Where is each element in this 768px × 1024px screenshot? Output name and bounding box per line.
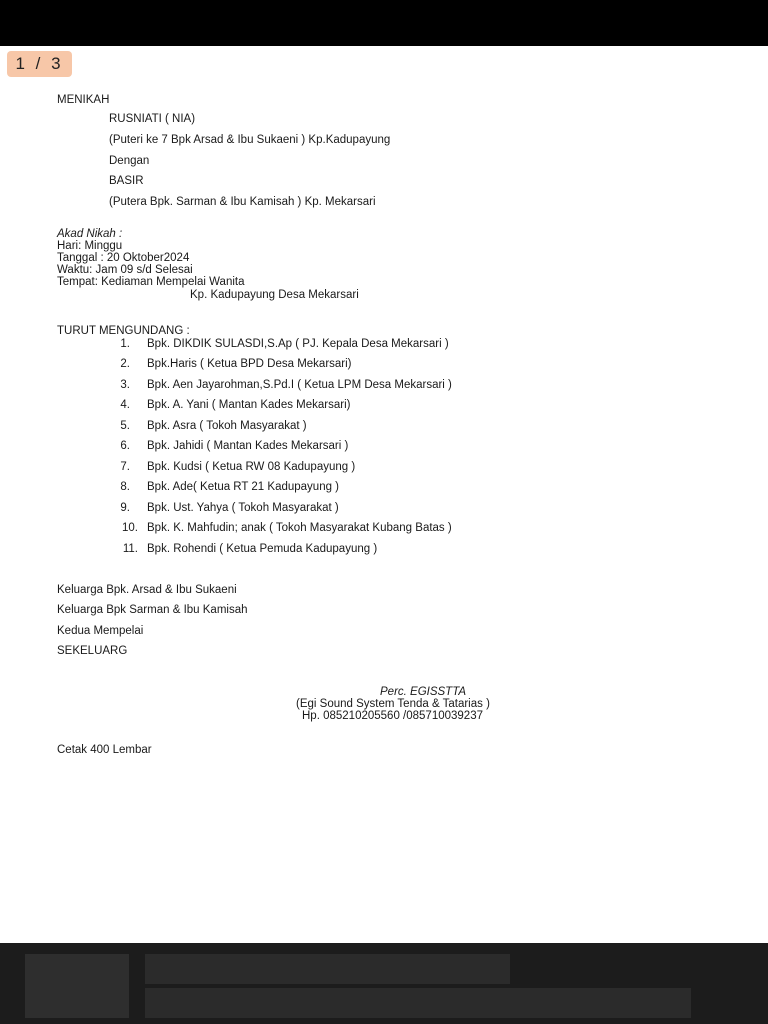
turut-mengundang-heading: TURUT MENGUNDANG : xyxy=(57,325,190,337)
invitee-number: 3. xyxy=(120,379,130,391)
invitee-text: Bpk. Ust. Yahya ( Tokoh Masyarakat ) xyxy=(147,502,339,514)
groom-parents: (Putera Bpk. Sarman & Ibu Kamisah ) Kp. Mekarsari xyxy=(109,196,376,208)
invitee-number: 4. xyxy=(120,399,130,411)
invitee-number: 7. xyxy=(120,461,130,473)
invitee-text: Bpk. A. Yani ( Mantan Kades Mekarsari) xyxy=(147,399,351,411)
invitee-number: 2. xyxy=(120,358,130,370)
invitee-text: Bpk. Jahidi ( Mantan Kades Mekarsari ) xyxy=(147,440,349,452)
invitee-text: Bpk.Haris ( Ketua BPD Desa Mekarsari) xyxy=(147,358,352,370)
akad-day: Hari: Minggu xyxy=(57,240,123,252)
invitee-text: Bpk. Kudsi ( Ketua RW 08 Kadupayung ) xyxy=(147,461,356,473)
invitee-text: Bpk. K. Mahfudin; anak ( Tokoh Masyarakat Kubang Batas ) xyxy=(147,522,452,534)
invitee-text: Bpk. Rohendi ( Ketua Pemuda Kadupayung ) xyxy=(147,543,378,555)
bride-parents: (Puteri ke 7 Bpk Arsad & Ibu Sukaeni ) Kp.Kadupayung xyxy=(109,134,391,146)
family-line-1: Keluarga Bpk. Arsad & Ibu Sukaeni xyxy=(57,584,237,596)
printer-name: Perc. EGISSTTA xyxy=(380,686,467,698)
family-line-3: Kedua Mempelai xyxy=(57,625,144,637)
akad-date: Tanggal : 20 Oktober2024 xyxy=(57,252,190,264)
groom-name: BASIR xyxy=(109,175,144,187)
print-count: Cetak 400 Lembar xyxy=(57,744,152,756)
bride-name: RUSNIATI ( NIA) xyxy=(109,113,196,125)
invitee-number: 5. xyxy=(120,420,130,432)
placeholder-bar-2 xyxy=(145,988,691,1018)
connector-dengan: Dengan xyxy=(109,155,150,167)
printer-description: (Egi Sound System Tenda & Tatarias ) xyxy=(296,698,490,710)
invitee-number: 10. xyxy=(122,522,138,534)
placeholder-bar-1 xyxy=(145,954,510,984)
invitee-text: Bpk. Asra ( Tokoh Masyarakat ) xyxy=(147,420,307,432)
page-indicator-badge: 1 / 3 xyxy=(7,51,72,77)
invitee-number: 11. xyxy=(122,543,138,555)
family-line-4: SEKELUARG xyxy=(57,645,128,657)
heading-menikah: MENIKAH xyxy=(57,94,110,106)
invitee-text: Bpk. DIKDIK SULASDI,S.Ap ( PJ. Kepala Desa Mekarsari ) xyxy=(147,338,449,350)
family-line-2: Keluarga Bpk Sarman & Ibu Kamisah xyxy=(57,604,248,616)
akad-place: Tempat: Kediaman Mempelai Wanita xyxy=(57,276,245,288)
invitee-text: Bpk. Ade( Ketua RT 21 Kadupayung ) xyxy=(147,481,340,493)
invitee-number: 6. xyxy=(120,440,130,452)
invitee-text: Bpk. Aen Jayarohman,S.Pd.I ( Ketua LPM Desa Mekarsari ) xyxy=(147,379,452,391)
invitee-number: 8. xyxy=(120,481,130,493)
akad-place-line2: Kp. Kadupayung Desa Mekarsari xyxy=(190,289,359,301)
akad-label: Akad Nikah : xyxy=(57,228,123,240)
akad-time: Waktu: Jam 09 s/d Selesai xyxy=(57,264,193,276)
printer-phone: Hp. 085210205560 /085710039237 xyxy=(302,710,483,722)
invitee-number: 1. xyxy=(120,338,130,350)
invitee-number: 9. xyxy=(120,502,130,514)
document-thumbnail[interactable] xyxy=(25,954,129,1018)
